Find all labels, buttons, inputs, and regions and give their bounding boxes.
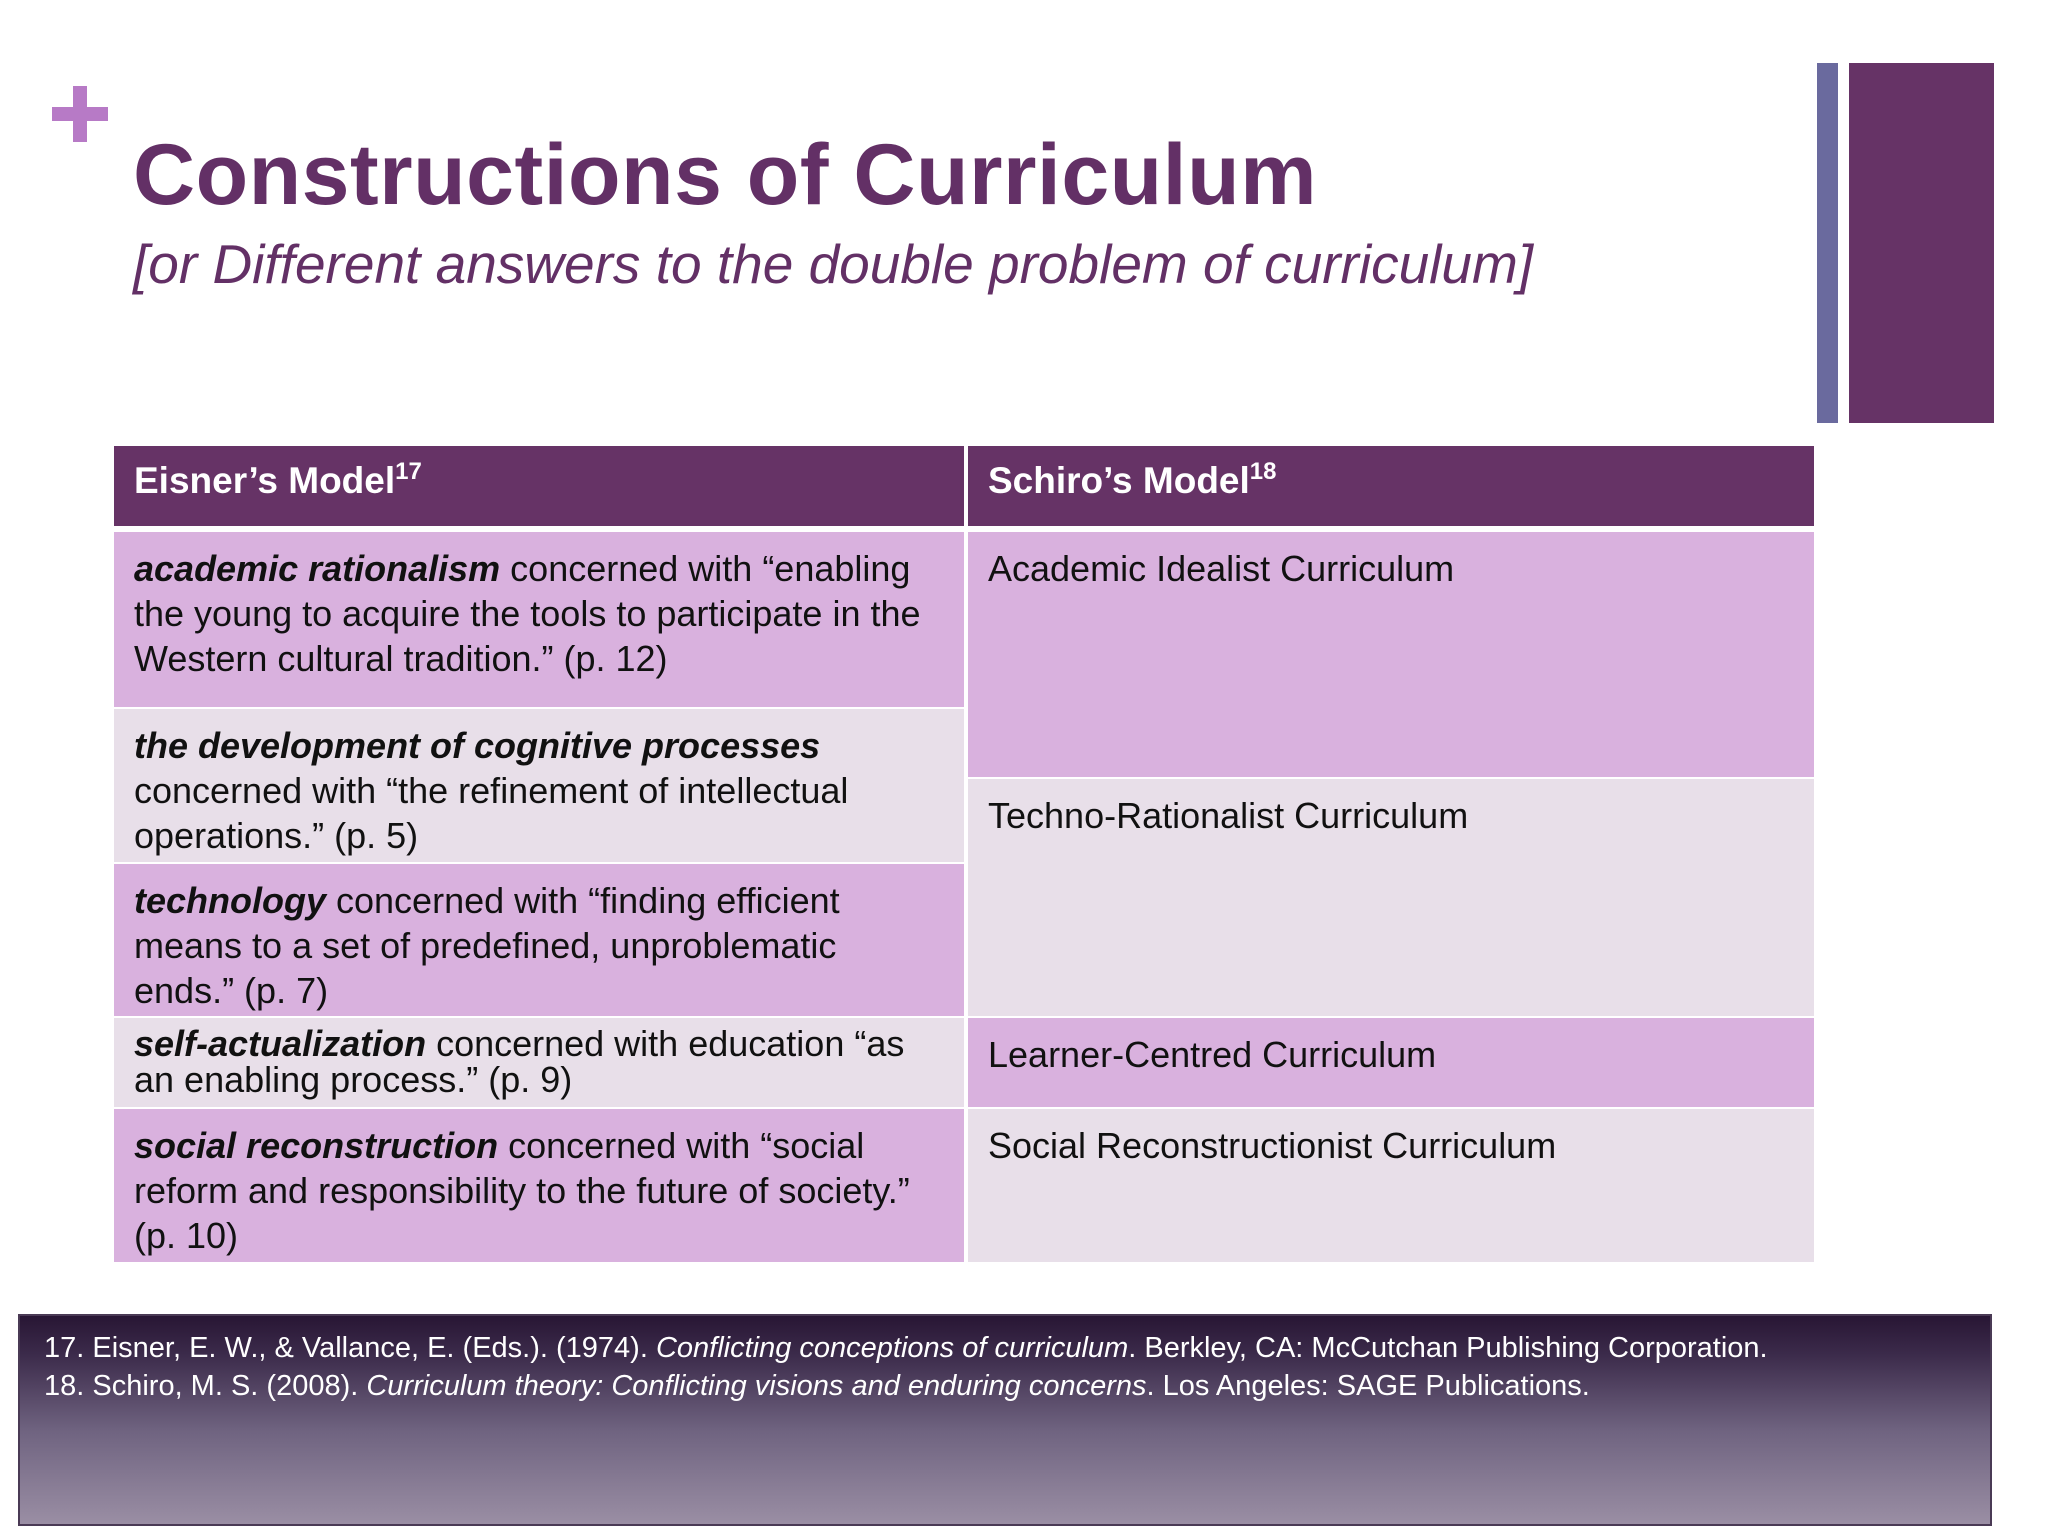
- eisner-cell-self-actualization: [114, 1018, 964, 1107]
- header-eisner-footnote: 17: [395, 458, 422, 485]
- slide-subtitle: [or Different answers to the double problem of curriculum]: [133, 233, 1534, 295]
- eisner-cell-social-reconstruction: [114, 1109, 964, 1262]
- eisner-description: concerned with “social reform and responsibility to the future of society.” (p. 10): [134, 1125, 910, 1256]
- header-schiro-footnote: 18: [1249, 458, 1277, 485]
- eisner-description: concerned with “the refinement of intellectual operations.” (p. 5): [134, 770, 849, 856]
- references-box: [18, 1314, 1992, 1526]
- eisner-cell-cognitive-processes: [114, 709, 964, 862]
- plus-icon: [52, 86, 108, 142]
- slide-title: Constructions of Curriculum: [133, 127, 1318, 223]
- reference-title: Conflicting conceptions of curriculum: [655, 1332, 1129, 1364]
- eisner-term: social reconstruction: [134, 1125, 499, 1166]
- eisner-term: technology: [134, 880, 327, 921]
- schiro-cell-academic-idealist: Academic Idealist Curriculum: [968, 532, 1814, 777]
- reference-17: 17. Eisner, E. W., & Vallance, E. (Eds.). (1974). Conflicting conceptions of curriculum. Berkley, CA: McCutchan Publishing Corporation.: [44, 1332, 1768, 1364]
- eisner-description: concerned with “enabling the young to acquire the tools to participate in the Western cultural tradition.” (p. 12): [134, 548, 921, 679]
- eisner-term: academic rationalism: [134, 548, 501, 589]
- eisner-cell-academic-rationalism: [114, 532, 964, 707]
- curriculum-table: [114, 446, 1814, 1262]
- schiro-cell-techno-rationalist: Techno-Rationalist Curriculum: [968, 779, 1814, 1016]
- accent-bar-thin: [1817, 63, 1838, 423]
- eisner-term: self-actualization: [134, 1023, 427, 1064]
- eisner-cell-technology: [114, 864, 964, 1016]
- header-schiro: Schiro’s Model$^{18}$: [968, 446, 1814, 526]
- eisner-description: concerned with “finding efficient means to a set of predefined, unproblematic ends.” (p. 7): [134, 880, 840, 1011]
- schiro-cell-social-reconstructionist: Social Reconstructionist Curriculum: [968, 1109, 1814, 1262]
- eisner-term: the development of cognitive processes: [134, 725, 821, 766]
- schiro-cell-learner-centred: Learner-Centred Curriculum: [968, 1018, 1814, 1107]
- reference-18: 18. Schiro, M. S. (2008). Curriculum theory: Conflicting visions and enduring concerns. Los Angeles: SAGE Publications.: [44, 1370, 1590, 1402]
- eisner-description: concerned with education “as an enabling process.” (p. 9): [134, 1023, 905, 1100]
- reference-title: Curriculum theory: Conflicting visions and enduring concerns: [366, 1370, 1147, 1402]
- accent-bar-thick: [1849, 63, 1994, 423]
- header-eisner: Eisner’s Model$^{17}$: [114, 446, 964, 526]
